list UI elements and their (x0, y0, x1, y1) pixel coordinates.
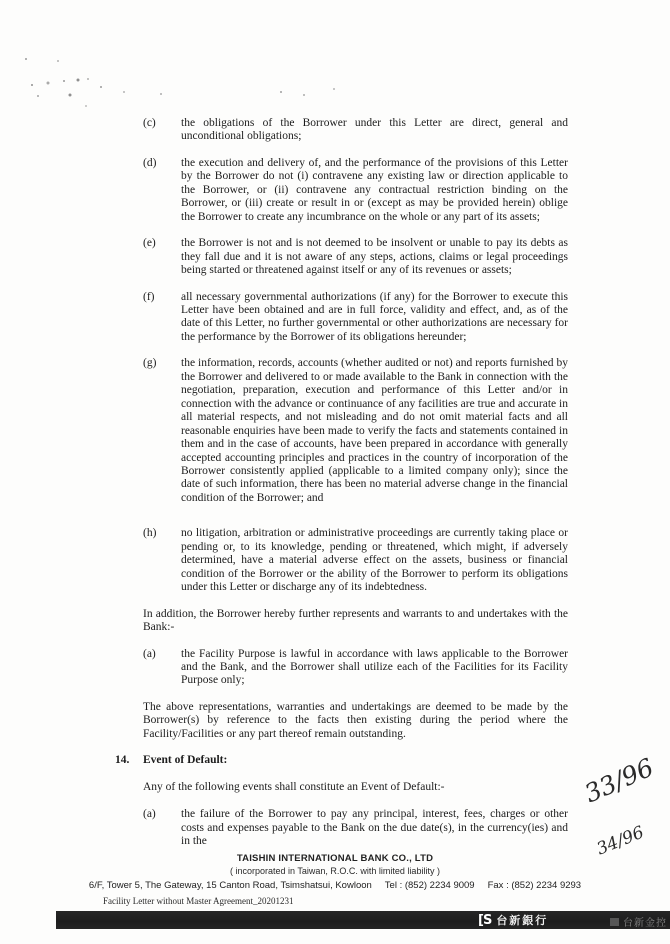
clause-f (143, 291, 568, 345)
footer-address-line (0, 880, 670, 891)
handwritten-page-mark-bottom: 34/96 (594, 822, 647, 860)
clause-label: (d) (143, 156, 157, 169)
clause-text: the Facility Purpose is lawful in accordance with laws applicable to the Borrower and the Bank, and the Borrower shall utilize each of the Facilities for its Facility Purpose only; (181, 647, 568, 687)
document-body (115, 117, 568, 861)
clause-h (143, 527, 568, 594)
taishin-holdings-icon (610, 918, 619, 926)
clause-e (143, 237, 568, 277)
footer-address: 6/F, Tower 5, The Gateway, 15 Canton Road, Tsimshatsui, Kowloon (88, 880, 372, 891)
clause-label: (c) (143, 117, 156, 129)
section-title: Event of Default: (143, 754, 228, 767)
taishin-holdings-text: 台新金控 (623, 918, 667, 929)
clause-d (143, 157, 568, 224)
footer-bank-name: TAISHIN INTERNATIONAL BANK CO., LTD (236, 853, 434, 864)
footer-incorporation: ( incorporated in Taiwan, R.O.C. with limited liability ) (230, 866, 440, 876)
clause-label: (e) (143, 237, 156, 250)
clause-text: the information, records, accounts (whether audited or not) and reports furnished by the Borrower and delivered to or made available to the Bank in connection with the negotiation, preparation, execution and performance of this Letter and/or in connection with the advance or continuance of any facilities are true and accurate in all material respects, and not misleading and do not omit material facts and all reasonable enquiries have been made to verify the facts and statements contained in them and in the case of accounts, have been prepared in accordance with generally accepted accounting principles and practices in the country of incorporation of the Borrower consistently applied (applicable to a limited company only); since the date of such information, there has been no material adverse change in the financial condition of the Borrower; and (181, 357, 568, 504)
representation-clause-a (143, 648, 568, 688)
clause-label: (f) (143, 290, 155, 303)
clause-label: (a) (143, 647, 156, 660)
handwritten-page-mark-top: 33/96 (580, 752, 658, 809)
section-14-intro: Any of the following events shall constitute an Event of Default:- (143, 780, 445, 793)
in-addition-paragraph: In addition, the Borrower hereby further represents and warrants to and undertakes with the Bank:- (143, 607, 568, 634)
clause-text: no litigation, arbitration or administrative proceedings are currently taking place or pending or, to its knowledge, pending or threatened, which might, if adversely determined, have a material adverse effect on the assets, business or financial condition of the Borrower or the ability of the Borrower to perform its obligations under this Letter or discharge any of its indebtedness. (181, 527, 568, 594)
scan-noise-specks (25, 58, 27, 60)
taishin-bank-logo (478, 912, 548, 928)
section-14-clause-a (143, 808, 568, 848)
clause-text: the Borrower is not and is not deemed to be insolvent or unable to pay its debts as they fall due and it is not aware of any steps, actions, claims or legal proceedings being started or threatened against itself or any of its revenues or assets; (181, 237, 568, 277)
clause-g (143, 357, 568, 505)
clause-text: all necessary governmental authorizations (if any) for the Borrower to execute this Letter have been obtained and are in full force, validity and effect, and, as of the date of this Letter, no further governmental or other authorizations are necessary for the performance by the Borrower of its obligations hereunder; (181, 290, 568, 343)
clause-label: (g) (143, 357, 157, 370)
clause-c (143, 117, 568, 144)
footer-fax: Fax : (852) 2234 9293 (487, 880, 582, 891)
section-14-heading (115, 754, 568, 767)
cutoff-stamp-fragments (8, 928, 118, 934)
clause-text: the failure of the Borrower to pay any principal, interest, fees, charges or other costs and expenses payable to the Bank on the due date(s), in the currency(ies) and in the (181, 808, 568, 848)
taishin-holdings-mark (610, 914, 667, 929)
section-number: 14. (115, 754, 130, 767)
clause-text: the execution and delivery of, and the performance of the provisions of this Letter by the Borrower do not (i) contravene any existing law or direction applicable to the Borrower, or (ii) contravene any contractual restriction binding on the Borrower, or (iii) create or result in or (except as may be provided herein) oblige the Borrower to create any incumbrance on the whole or any part of its assets; (181, 156, 568, 223)
footer-brand-bar (56, 911, 670, 929)
clause-label: (h) (143, 527, 157, 540)
clause-label: (a) (143, 808, 156, 821)
clause-text: the obligations of the Borrower under this Letter are direct, general and unconditional obligations; (181, 117, 568, 143)
footer-tel: Tel : (852) 2234 9009 (384, 880, 475, 891)
taishin-logo-icon: [S (478, 912, 492, 928)
above-representations-paragraph: The above representations, warranties and undertakings are deemed to be made by the Borrower(s) by reference to the facts then existing during the period where the Facility/Facilities or any part thereof remain outstanding. (143, 700, 568, 740)
taishin-logo-text: 台新銀行 (496, 915, 549, 927)
footer-doc-ref: Facility Letter without Master Agreement_20201231 (103, 896, 294, 906)
